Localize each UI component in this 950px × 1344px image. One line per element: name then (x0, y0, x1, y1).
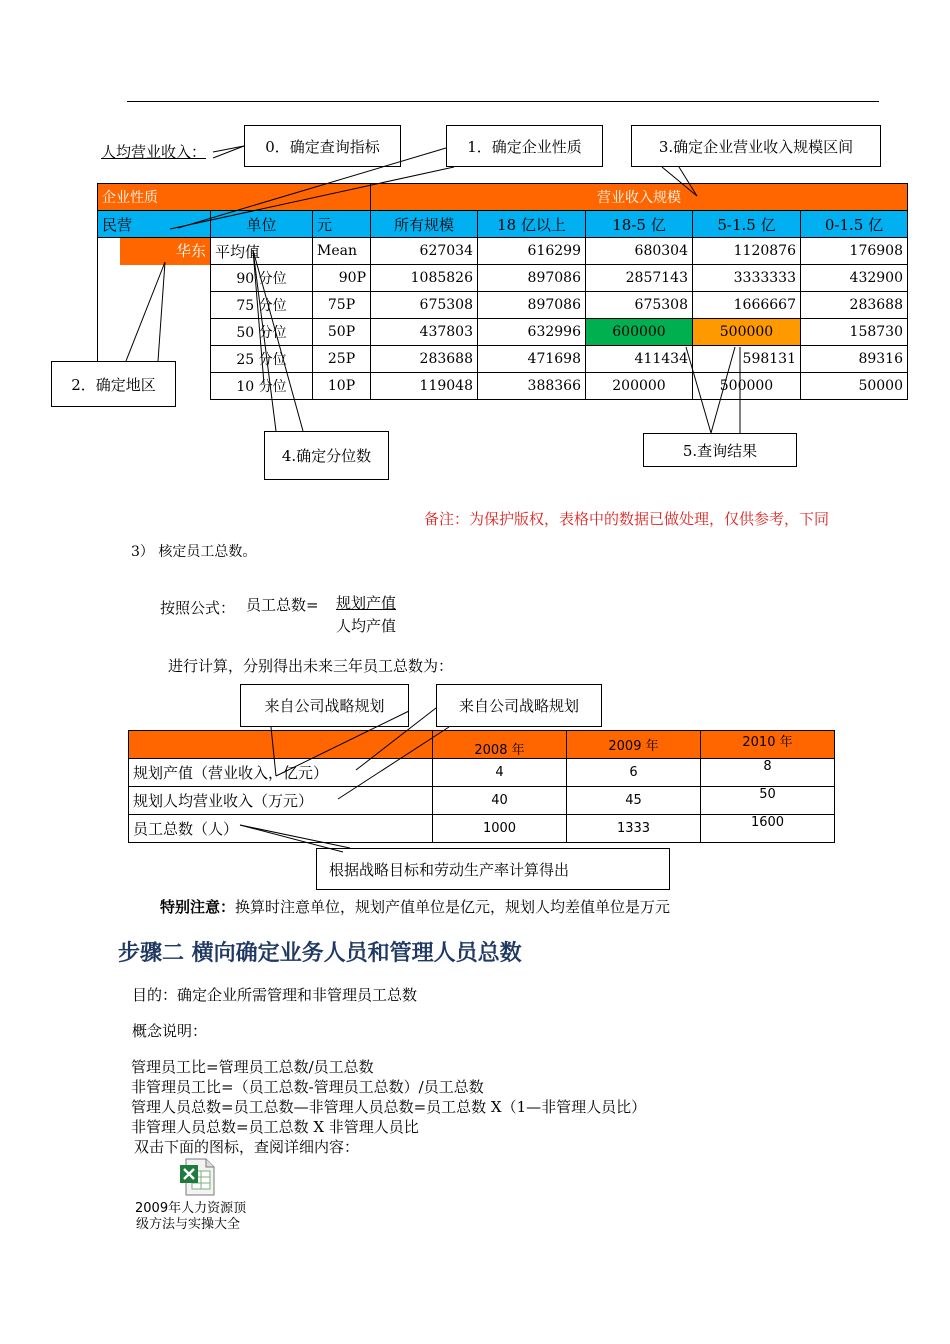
header-scale: 营业收入规模 (371, 184, 908, 211)
excel-file-icon (178, 1157, 218, 1197)
callout-result: 5.查询结果 (643, 433, 797, 467)
callout-metric: 0．确定查询指标 (244, 125, 401, 167)
cell: 471698 (478, 346, 586, 373)
metric-label: 人均营业收入： (101, 143, 207, 161)
cell: 2857143 (586, 265, 693, 292)
cell: 1120876 (693, 238, 801, 265)
cell: 675308 (586, 292, 693, 319)
formula-prefix: 按照公式： (160, 599, 236, 617)
cell: 500000 (693, 373, 801, 400)
scale-col: 18 亿以上 (478, 211, 586, 238)
header-empty (129, 731, 433, 759)
cell: 598131 (693, 346, 801, 373)
cell: 616299 (478, 238, 586, 265)
cell: 89316 (801, 346, 908, 373)
cell: 411434 (586, 346, 693, 373)
callout-scale: 3.确定企业营业收入规模区间 (631, 125, 881, 167)
table-row (129, 759, 835, 787)
row-code: 75P (313, 292, 371, 319)
year-header: 2008 年 (433, 731, 567, 759)
cell: 1333 (567, 815, 701, 843)
cell: 388366 (478, 373, 586, 400)
row-code: Mean (313, 238, 371, 265)
embedded-excel-file[interactable] (130, 1155, 265, 1235)
special-text: 换算时注意单位，规划产值单位是亿元，规划人均差值单位是万元 (235, 898, 671, 916)
row-code: 90P (313, 265, 371, 292)
table-row (98, 319, 908, 346)
salary-table (97, 183, 908, 400)
connector-line (213, 146, 244, 158)
callout-strategy-a: 来自公司战略规划 (240, 684, 409, 727)
cell: 45 (567, 787, 701, 815)
cell: 675308 (371, 292, 478, 319)
cell: 432900 (801, 265, 908, 292)
concept-line: 非管理员工比=（员工总数-管理员工总数）/员工总数 (131, 1078, 484, 1096)
row-label: 规划产值（营业收入，亿元） (129, 759, 433, 787)
callout-nature: 1．确定企业性质 (446, 125, 603, 167)
concept-line: 管理人员总数=员工总数—非管理人员总数=员工总数 X（1—非管理人员比） (131, 1098, 647, 1116)
cell: 8 (701, 759, 835, 787)
cell: 1666667 (693, 292, 801, 319)
cell: 437803 (371, 319, 478, 346)
table-row (98, 238, 908, 265)
copyright-note: 备注：为保护版权，表格中的数据已做处理，仅供参考，下同 (424, 510, 830, 528)
cell: 176908 (801, 238, 908, 265)
table-row (98, 373, 908, 400)
result-cell-green: 600000 (586, 319, 693, 346)
callout-percentile: 4.确定分位数 (264, 431, 389, 480)
cell: 1085826 (371, 265, 478, 292)
file-caption-line2: 级方法与实操大全 (136, 1217, 241, 1232)
row-code: 10P (313, 373, 371, 400)
cell: 1600 (701, 815, 835, 843)
header-nature: 企业性质 (98, 184, 371, 211)
callout-region: 2．确定地区 (51, 361, 176, 407)
row-name: 90 分位 (211, 265, 313, 292)
dblclick-text: 双击下面的图标，查阅详细内容： (134, 1138, 360, 1156)
row-label: 规划人均营业收入（万元） (129, 787, 433, 815)
cell: 50 (701, 787, 835, 815)
concept-line: 管理员工比=管理员工总数/员工总数 (131, 1058, 374, 1076)
step2-heading: 步骤二 横向确定业务人员和管理人员总数 (118, 941, 522, 966)
cell: 6 (567, 759, 701, 787)
scale-col: 5-1.5 亿 (693, 211, 801, 238)
row-code: 25P (313, 346, 371, 373)
year-header: 2010 年 (701, 731, 835, 759)
row-name: 10 分位 (211, 373, 313, 400)
table-row (98, 265, 908, 292)
table-row (98, 292, 908, 319)
cell: 897086 (478, 265, 586, 292)
cell: 632996 (478, 319, 586, 346)
purpose-text: 目的：确定企业所需管理和非管理员工总数 (132, 986, 418, 1004)
callout-strategy-b: 来自公司战略规划 (436, 684, 602, 727)
cell: 119048 (371, 373, 478, 400)
step3-label: 3） 核定员工总数。 (131, 544, 257, 560)
scale-col: 所有规模 (371, 211, 478, 238)
headcount-table (128, 730, 835, 843)
row-name: 25 分位 (211, 346, 313, 373)
region-value: 华东 (120, 238, 210, 265)
row-name: 75 分位 (211, 292, 313, 319)
unit-label: 单位 (211, 211, 313, 238)
scale-col: 0-1.5 亿 (801, 211, 908, 238)
callout-calculation: 根据战略目标和劳动生产率计算得出 (316, 848, 670, 890)
scale-col: 18-5 亿 (586, 211, 693, 238)
cell: 3333333 (693, 265, 801, 292)
calc-text: 进行计算，分别得出未来三年员工总数为： (168, 657, 454, 675)
cell: 627034 (371, 238, 478, 265)
cell: 680304 (586, 238, 693, 265)
unit-value: 元 (313, 211, 371, 238)
cell: 283688 (371, 346, 478, 373)
year-header: 2009 年 (567, 731, 701, 759)
row-code: 50P (313, 319, 371, 346)
cell: 4 (433, 759, 567, 787)
row-name: 50 分位 (211, 319, 313, 346)
table-row (129, 815, 835, 843)
cell: 283688 (801, 292, 908, 319)
formula-denominator: 人均产值 (336, 617, 397, 635)
cell: 40 (433, 787, 567, 815)
file-caption-line1: 2009年人力资源顶 (135, 1201, 247, 1216)
concept-label: 概念说明： (132, 1022, 208, 1040)
special-note (160, 896, 670, 917)
concept-line: 非管理人员总数=员工总数 X 非管理人员比 (131, 1118, 419, 1136)
table-row (98, 346, 908, 373)
row-name: 平均值 (211, 238, 313, 265)
cell: 897086 (478, 292, 586, 319)
cell: 1000 (433, 815, 567, 843)
formula-lhs: 员工总数= (246, 596, 319, 614)
cell: 200000 (586, 373, 693, 400)
cell: 50000 (801, 373, 908, 400)
table-row (129, 787, 835, 815)
formula-numerator: 规划产值 (336, 594, 397, 612)
connector-line (213, 146, 244, 152)
result-cell-orange: 500000 (693, 319, 801, 346)
nature-value: 民营 (98, 211, 211, 238)
header-rule (127, 101, 879, 102)
cell: 158730 (801, 319, 908, 346)
special-label: 特别注意： (160, 898, 236, 916)
row-label: 员工总数（人） (129, 815, 433, 843)
